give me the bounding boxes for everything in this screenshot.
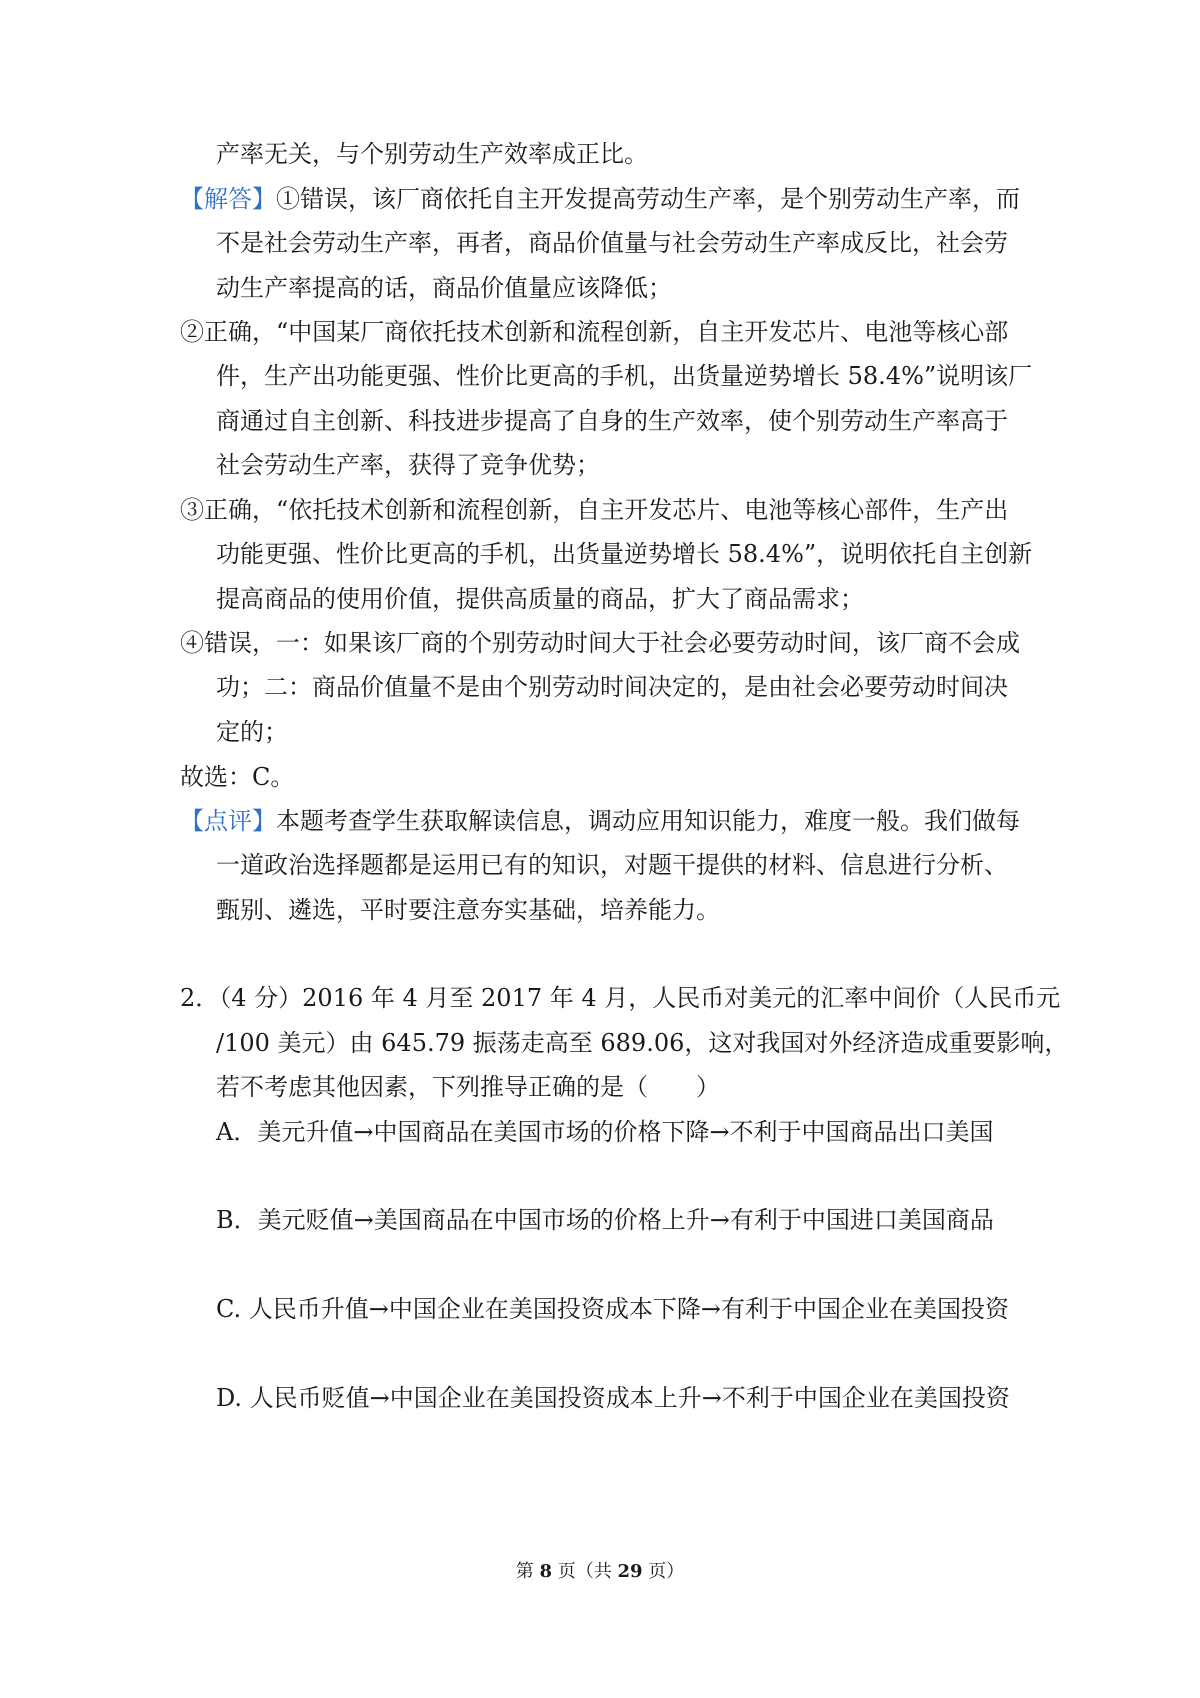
text-line: 功；二：商品价值量不是由个别劳动时间决定的，是由社会必要劳动时间决 [216,673,1008,701]
option-c: C. 人民币升值→中国企业在美国投资成本下降→有利于中国企业在美国投资 [216,1295,1009,1323]
text-line: 提高商品的使用价值，提供高质量的商品，扩大了商品需求； [216,585,864,613]
text-line: 功能更强、性价比更高的手机，出货量逆势增长 58.4%”，说明依托自主创新 [216,540,1033,568]
question-stem-line: 2．（4 分）2016 年 4 月至 2017 年 4 月，人民币对美元的汇率中间价（人民币元 [180,984,1061,1012]
page-number: 8 [539,1561,552,1582]
page-footer [0,1560,1200,1584]
question-stem-line: 若不考虑其他因素，下列推导正确的是（ ） [216,1073,720,1101]
text-line: 定的； [216,718,288,746]
page-total: 29 [617,1561,643,1582]
text-line: 甄别、遴选，平时要注意夯实基础，培养能力。 [216,896,720,924]
text-line: ①错误，该厂商依托自主开发提高劳动生产率，是个别劳动生产率，而 [276,185,1020,213]
option-a: A．美元升值→中国商品在美国市场的价格下降→不利于中国商品出口美国 [216,1118,994,1146]
answer-choice: 故选：C。 [180,763,295,791]
text-line: 社会劳动生产率，获得了竞争优势； [216,451,600,479]
text-line: 一道政治选择题都是运用已有的知识，对题干提供的材料、信息进行分析、 [216,851,1008,879]
text-line: 本题考查学生获取解读信息，调动应用知识能力，难度一般。我们做每 [276,807,1020,835]
comment-paragraph [180,806,1020,836]
comment-tag: 【点评】 [180,807,276,835]
option-d: D. 人民币贬值→中国企业在美国投资成本上升→不利于中国企业在美国投资 [216,1384,1010,1412]
text-line: ②正确，“中国某厂商依托技术创新和流程创新，自主开发芯片、电池等核心部 [180,318,1009,346]
option-b: B．美元贬值→美国商品在中国市场的价格上升→有利于中国进口美国商品 [216,1206,994,1234]
text-line: 动生产率提高的话，商品价值量应该降低； [216,274,672,302]
text-line: 件，生产出功能更强、性价比更高的手机，出货量逆势增长 58.4%”说明该厂 [216,362,1033,390]
text-line: ③正确，“依托技术创新和流程创新，自主开发芯片、电池等核心部件，生产出 [180,496,1009,524]
text-line: ④错误，一：如果该厂商的个别劳动时间大于社会必要劳动时间，该厂商不会成 [180,629,1020,657]
answer-tag: 【解答】 [180,185,276,213]
question-stem-line: /100 美元）由 645.79 振荡走高至 689.06，这对我国对外经济造成重要影响， [216,1029,1069,1057]
answer-paragraph [180,184,1020,214]
footer-middle: 页（共 [552,1561,618,1582]
footer-prefix: 第 [515,1561,540,1582]
text-line: 产率无关，与个别劳动生产效率成正比。 [216,140,648,168]
footer-suffix: 页） [642,1561,685,1582]
text-line: 不是社会劳动生产率，再者，商品价值量与社会劳动生产率成反比，社会劳 [216,229,1008,257]
text-line: 商通过自主创新、科技进步提高了自身的生产效率，使个别劳动生产率高于 [216,407,1008,435]
